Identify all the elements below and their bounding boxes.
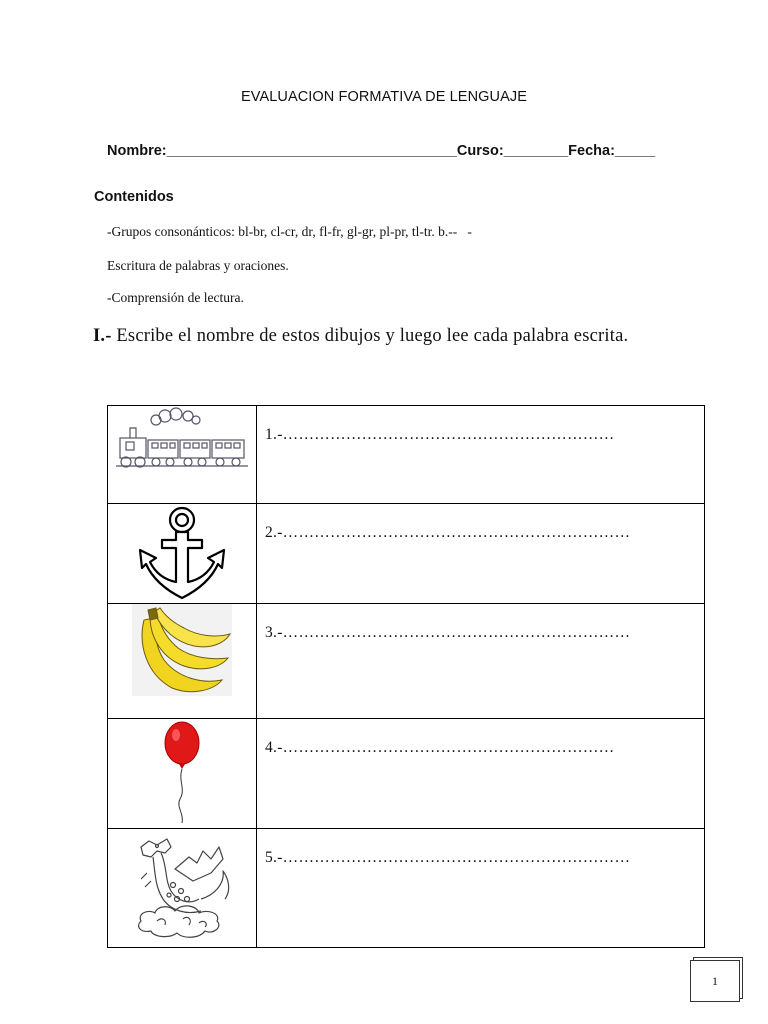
answer-cell[interactable]: [257, 504, 705, 604]
balloon-icon: [152, 719, 212, 825]
picture-cell: [108, 604, 257, 719]
contenidos-heading: Contenidos: [94, 189, 174, 205]
document-title: EVALUACION FORMATIVA DE LENGUAJE: [240, 89, 527, 105]
instruction-text: Escribe el nombre de estos dibujos y luego lee cada palabra escrita.: [111, 326, 629, 346]
instruction-number: I.-: [93, 326, 112, 346]
answer-line: 3.-…………………………………………………………: [265, 624, 631, 641]
answer-cell[interactable]: [257, 719, 705, 829]
table-row: [108, 406, 705, 504]
answer-cell[interactable]: [257, 406, 705, 504]
picture-cell: [108, 406, 257, 504]
contenido-item: Escritura de palabras y oraciones.: [107, 258, 289, 273]
anchor-icon: [132, 504, 232, 602]
picture-cell: [108, 829, 257, 948]
table-row: [108, 829, 705, 948]
table-row: [108, 719, 705, 829]
picture-cell: [108, 504, 257, 604]
dragon-icon: [127, 829, 237, 943]
answer-line: 4.-………………………………………………………: [265, 739, 615, 756]
answer-cell[interactable]: [257, 829, 705, 948]
table-row: [108, 504, 705, 604]
page-number: 1: [690, 960, 740, 1002]
answer-line: 1.-………………………………………………………: [265, 426, 615, 443]
contenido-item: -Grupos consonánticos: bl-br, cl-cr, dr, fl-fr, gl-gr, pl-pr, tl-tr. b.-- -: [107, 224, 472, 239]
answer-line: 5.-…………………………………………………………: [265, 849, 631, 866]
train-icon: [112, 406, 252, 470]
banana-icon: [132, 604, 232, 696]
contenido-item: -Comprensión de lectura.: [107, 290, 244, 305]
table-row: [108, 604, 705, 719]
picture-cell: [108, 719, 257, 829]
exercise-table: [107, 405, 705, 948]
instruction: [93, 322, 673, 350]
answer-cell[interactable]: [257, 604, 705, 719]
answer-line: 2.-…………………………………………………………: [265, 524, 631, 541]
student-info-line: Nombre:____________________________________Curso:________Fecha:_____: [107, 143, 656, 159]
